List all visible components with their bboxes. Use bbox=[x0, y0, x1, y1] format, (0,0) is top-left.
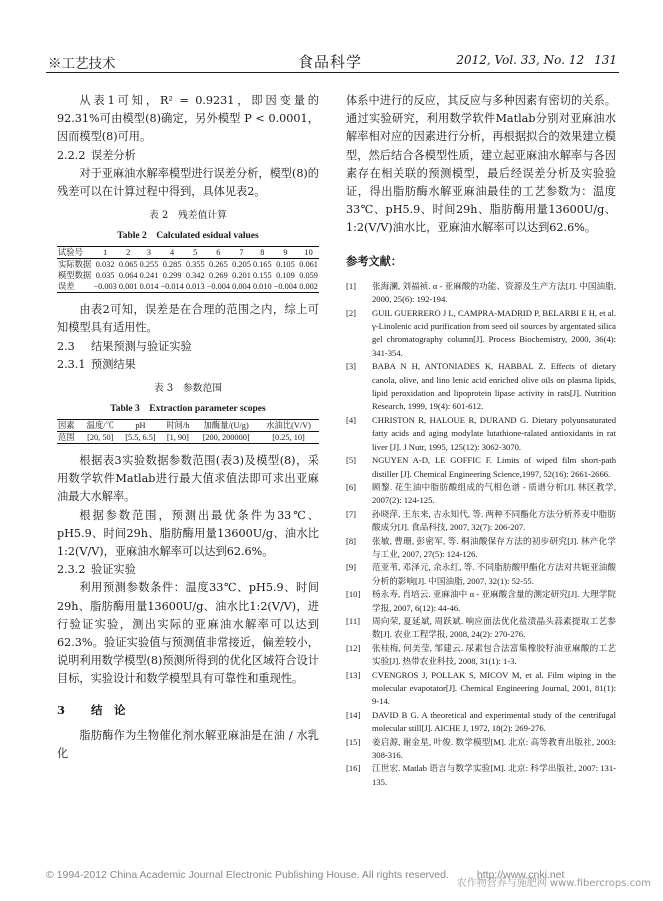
table-header-cell: 5 bbox=[193, 248, 198, 258]
table2-caption-en: Table 2 Calculated esidual values bbox=[117, 231, 259, 242]
table-cell: 0.014 bbox=[139, 282, 159, 292]
table-header-cell: 时间/h bbox=[166, 421, 190, 431]
reference-text: NGUYEN A-D, LE GOFFIC F. Limits of wiped film short-path distiller [J]. Chemical Engineering Science,1997, 52(16): 2661-2666. bbox=[372, 455, 616, 479]
reference-item bbox=[346, 360, 616, 414]
prediction-paragraph-2: 根据参数范围，预测出最优条件为33℃、pH5.9、时间29h、脂肪酶用量13600U/g、油水比1:2(V/V)，亚麻油水解率可以达到62.6%。 bbox=[57, 508, 319, 559]
table-cell: 0.205 bbox=[232, 260, 251, 270]
reference-text: 张海澜, 刘福祯. α - 亚麻酸的功能、资源及生产方法[J]. 中国油脂, 2000, 25(6): 192-194. bbox=[372, 280, 616, 305]
reference-number: [9] bbox=[346, 562, 357, 573]
table3-parameter-scopes bbox=[57, 419, 319, 444]
reference-number: [4] bbox=[346, 414, 357, 425]
reference-item bbox=[346, 709, 616, 736]
reference-item bbox=[346, 736, 616, 763]
section-title: 误差分析 bbox=[91, 148, 136, 162]
table-header-row bbox=[57, 420, 319, 432]
header-rule bbox=[46, 72, 619, 73]
reference-number: [7] bbox=[346, 508, 357, 519]
table-header-cell: 水油比(V/V) bbox=[266, 421, 311, 431]
reference-number: [12] bbox=[346, 642, 361, 653]
reference-text: 江世宏. Matlab 语言与数学实验[M]. 北京: 科学出版社, 2007: 131-135. bbox=[372, 763, 616, 787]
table-header-cell: pH bbox=[135, 421, 146, 431]
reference-item bbox=[346, 508, 616, 535]
reference-text: 范亚苇, 邓泽元, 余永红, 等. 不同脂肪酸甲酯化方法对共轭亚油酸分析的影响[J]. 中国油脂, 2007, 32(1): 52-55. bbox=[372, 562, 616, 586]
table-cell: 0.032 bbox=[95, 260, 115, 270]
reference-text: 孙晓萍, 王东来, 吉永知代, 等. 两种不同酯化方法分析荞麦中脂肪酸成分[J]. 食品科技, 2007, 32(7): 206-207. bbox=[372, 508, 616, 533]
table-cell: 0.061 bbox=[299, 260, 318, 270]
reference-item bbox=[346, 535, 616, 562]
section-3-heading bbox=[57, 701, 319, 719]
table-cell: 0.004 bbox=[232, 282, 251, 292]
table-cell: −0.003 bbox=[93, 282, 117, 292]
site-watermark: 农作物营养与施肥网 www.fibercrops.com bbox=[456, 878, 651, 889]
reference-text: GUIL GUERRERO J L, CAMPRA-MADRID P, BELARBI E H, et al. γ-Linolenic acid purification from seed oil sources by argentated silica gel chromatography column[J]. Process Biochemistry, 2000, 36(4): 341-354. bbox=[372, 307, 616, 358]
error-analysis-paragraph: 对于亚麻油水解率模型进行误差分析，模型(8)的残差可以在计算过程中得到，具体见表2。 bbox=[57, 166, 319, 199]
table-cell: 误差 bbox=[58, 282, 75, 292]
section-title: 预测结果 bbox=[91, 357, 136, 371]
conclusion-paragraph-start: 脂肪酶作为生物催化剂水解亚麻油是在油 / 水乳化 bbox=[57, 728, 319, 761]
table-row bbox=[57, 281, 319, 293]
table-cell: [5.5, 6.5] bbox=[125, 433, 156, 443]
table-cell: 0.201 bbox=[232, 271, 251, 281]
table-header-cell: 1 bbox=[103, 248, 108, 258]
reference-number: [10] bbox=[346, 589, 361, 600]
reference-text: 张敏, 曹珊, 彭密军, 等. 桐油酸保存方法的初步研究[J]. 林产化学与工业, 2007, 27(5): 124-126. bbox=[372, 535, 616, 559]
reference-item bbox=[346, 307, 616, 361]
table-cell: 0.269 bbox=[209, 271, 228, 281]
table-header-cell: 6 bbox=[216, 248, 221, 258]
reference-item bbox=[346, 561, 616, 588]
page-number: 131 bbox=[594, 53, 617, 67]
reference-text: CHRISTON R, HALOUE R, DURAND G. Dietary polyunsaturated fatty acids and aging modylate lutathione-ralated antioxidants in rat liver [J]. J Nutr, 1995, 125(12): 3062-3070. bbox=[372, 414, 616, 452]
header-section: ※工艺技术 bbox=[48, 56, 116, 72]
reference-text: 张桂梅, 何美莹, 邹建云. 尿素包合法富集橡胶籽油亚麻酸的工艺实验[J]. 热带农业科技, 2008, 31(1): 1-3. bbox=[372, 642, 616, 667]
reference-item bbox=[346, 280, 616, 307]
section-2-3-2-heading bbox=[57, 561, 319, 579]
reference-item bbox=[346, 588, 616, 615]
section-number: 3 bbox=[57, 702, 66, 717]
reference-text: BABA N H, ANTONIADES K, HABBAL Z. Effects of dietary canola, olive, and lino lenic acid enriched olive oils on plasma lipids, lipid peroxidation and lipoprotein lipase activity in rats[J]. Nutrition Research, 1999, 19(4): 601-612. bbox=[372, 361, 616, 412]
table-cell: 模型数据 bbox=[58, 271, 92, 281]
reference-list bbox=[346, 280, 616, 789]
table-header-cell: 10 bbox=[304, 248, 313, 258]
header-journal: 食品科学 bbox=[298, 53, 363, 71]
reference-number: [14] bbox=[346, 709, 361, 720]
section-2-2-2-heading bbox=[57, 147, 319, 165]
table-cell: 0.002 bbox=[299, 282, 318, 292]
reference-number: [8] bbox=[346, 535, 357, 546]
header-citation bbox=[456, 53, 617, 67]
reference-number: [15] bbox=[346, 736, 361, 747]
reference-number: [13] bbox=[346, 669, 361, 680]
table-cell: −0.004 bbox=[273, 282, 298, 292]
reference-item bbox=[346, 642, 616, 669]
table-cell: 0.342 bbox=[185, 271, 205, 281]
cnki-link[interactable]: http://www.cnki.net bbox=[476, 869, 565, 881]
reference-number: [3] bbox=[346, 361, 357, 372]
table-cell: 0.155 bbox=[252, 271, 272, 281]
table-header-row bbox=[57, 247, 319, 259]
copyright-text: © 1994-2012 China Academic Journal Electronic Publishing House. All rights reserved. bbox=[46, 869, 449, 881]
table-cell: 0.064 bbox=[118, 271, 138, 281]
table-header-cell: 加酶量/(U/g) bbox=[203, 421, 249, 431]
reference-number: [11] bbox=[346, 615, 360, 626]
section-number: 2.3 bbox=[57, 339, 75, 353]
table-cell: 0.013 bbox=[185, 282, 205, 292]
table-header-cell: 温度/℃ bbox=[86, 421, 114, 431]
table-cell: 0.265 bbox=[209, 260, 228, 270]
table-row bbox=[57, 270, 319, 281]
table3-caption-cn: 表 3 参数范围 bbox=[153, 383, 223, 395]
table-cell: 实际数据 bbox=[58, 260, 92, 270]
reference-item bbox=[346, 615, 616, 642]
conclusion-paragraph-continued: 体系中进行的反应，其反应与多种因素有密切的关系。通过实验研究，利用数学软件Matlab分别对亚麻油水解率相对应的因素进行分析，再根据拟合的效果建立模型，然后结合各模型性质，建立起亚麻油水解率与各因素存在相关联的预测模型，最后经误差分析及实验验证，得出脂肪酶水解亚麻油最佳的工艺参数为：温度33℃、pH5.9、时间29h、脂肪酶用量13600U/g、1:2(V/V)油水比，亚麻油水解率可以达到62.6%。 bbox=[346, 94, 616, 235]
table-header-cell: 因素 bbox=[58, 421, 75, 431]
section-title: 结果预测与验证实验 bbox=[91, 339, 192, 353]
section-number: 2.2.2 bbox=[57, 148, 86, 162]
left-column bbox=[57, 92, 319, 763]
table-cell: 0.299 bbox=[162, 271, 182, 281]
table-cell: [1, 90] bbox=[166, 433, 189, 443]
reference-number: [1] bbox=[346, 280, 357, 291]
table-header-cell: 7 bbox=[239, 248, 244, 258]
table3-caption-en: Table 3 Extraction parameter scopes bbox=[110, 404, 266, 415]
table2-residuals bbox=[57, 246, 319, 293]
section-number: 2.3.2 bbox=[57, 563, 86, 577]
reference-text: DAVID B G. A theoretical and experimental study of the centrifugal molecular still[J]. AICHE J, 1972, 18(2): 269-276. bbox=[372, 709, 616, 734]
section-2-3-heading bbox=[57, 338, 319, 356]
table-cell: [200, 200000] bbox=[202, 433, 250, 443]
table-header-cell: 9 bbox=[283, 248, 288, 258]
table-cell: [0.25, 10] bbox=[272, 433, 305, 443]
reference-item bbox=[346, 454, 616, 481]
table2-caption-cn: 表 2 残差值计算 bbox=[149, 210, 227, 222]
section-title: 验证实验 bbox=[91, 563, 136, 577]
section-2-3-1-heading bbox=[57, 356, 319, 374]
reference-number: [2] bbox=[346, 307, 357, 318]
table-header-cell: 2 bbox=[126, 248, 131, 258]
reference-text: CVENGROS J, POLLAK S, MICOV M, et al. Film wiping in the molecular evapotator[J]. Chemical Engineering Journal, 2001, 81(1): 9-14. bbox=[372, 669, 616, 707]
table-header-cell: 3 bbox=[146, 248, 152, 258]
verification-paragraph: 利用预测参数条件：温度33℃、pH5.9、时间29h、脂肪酶用量13600U/g、油水比1:2(V/V)，进行验证实验，测出实际的亚麻油水解率可以达到62.3%。验证实验值与预测值非常接近，偏差较小，说明利用数学模型(8)预测所得到的优化区域符合设计目标，实验设计和数学模型具有可靠性和重现性。 bbox=[57, 581, 319, 686]
table-cell: 0.165 bbox=[252, 260, 272, 270]
reference-number: [5] bbox=[346, 455, 357, 466]
reference-text: 顾黎. 花生油中脂肪酸组成的气相色谱 - 质谱分析[J]. 林区教学, 2007(2): 124-125. bbox=[372, 481, 616, 506]
table-cell: −0.004 bbox=[206, 282, 231, 292]
reference-number: [6] bbox=[346, 481, 357, 492]
table-header-cell: 4 bbox=[170, 248, 175, 258]
table-cell: −0.014 bbox=[160, 282, 184, 292]
table-cell: 0.109 bbox=[276, 271, 295, 281]
table-row bbox=[57, 259, 319, 271]
reference-item bbox=[346, 481, 616, 508]
table-cell: 0.255 bbox=[139, 260, 159, 270]
table2-conclusion: 由表2可知，误差是在合理的范围之内，综上可知模型具有适用性。 bbox=[57, 303, 319, 335]
table-cell: 范围 bbox=[58, 433, 75, 443]
table-cell: [20, 50] bbox=[87, 433, 114, 443]
table-cell: 0.059 bbox=[299, 271, 318, 281]
prediction-paragraph-1: 根据表3实验数据参数范围(表3)及模型(8)，采用数学软件Matlab进行最大值求值法即可求出亚麻油最大水解率。 bbox=[57, 454, 319, 504]
intro-paragraph: 从表1可知，R² = 0.9231，即因变量的92.31%可由模型(8)确定，另外模型 P < 0.0001，因而模型(8)可用。 bbox=[57, 94, 319, 144]
citation-text: 2012, Vol. 33, No. 12 bbox=[456, 53, 585, 67]
reference-item bbox=[346, 414, 616, 454]
reference-text: 姜启源, 谢金星, 叶俊. 数学模型[M]. 北京: 高等教育出版社, 2003: 308-316. bbox=[372, 736, 616, 761]
reference-item bbox=[346, 669, 616, 709]
table-cell: 0.241 bbox=[139, 271, 159, 281]
table-cell: 0.355 bbox=[185, 260, 205, 270]
reference-text: 周向荣, 夏延斌, 周跃斌. 响应面法优化盐渍晶头蒜素提取工艺参数[J]. 农业工程学报, 2008, 24(2): 270-276. bbox=[372, 615, 616, 640]
table-cell: 0.001 bbox=[118, 282, 138, 292]
table-cell: 0.285 bbox=[162, 260, 182, 270]
table-cell: 0.035 bbox=[95, 271, 115, 281]
right-column bbox=[346, 92, 616, 789]
table-cell: 0.105 bbox=[276, 260, 295, 270]
table-cell: 0.010 bbox=[252, 282, 272, 292]
table-row bbox=[57, 432, 319, 444]
section-number: 2.3.1 bbox=[57, 357, 86, 371]
table-header-cell: 8 bbox=[260, 248, 265, 258]
table-header-cell: 试验号 bbox=[58, 248, 83, 258]
reference-number: [16] bbox=[346, 763, 361, 774]
references-title: 参考文献： bbox=[346, 253, 402, 268]
reference-text: 杨永寿, 肖培云. 亚麻油中 α - 亚麻酸含量的测定研究[J]. 大理学院学报, 2007, 6(12): 44-46. bbox=[372, 589, 616, 613]
table-cell: 0.065 bbox=[118, 260, 138, 270]
section-title: 结 论 bbox=[91, 702, 126, 717]
reference-item bbox=[346, 762, 616, 789]
